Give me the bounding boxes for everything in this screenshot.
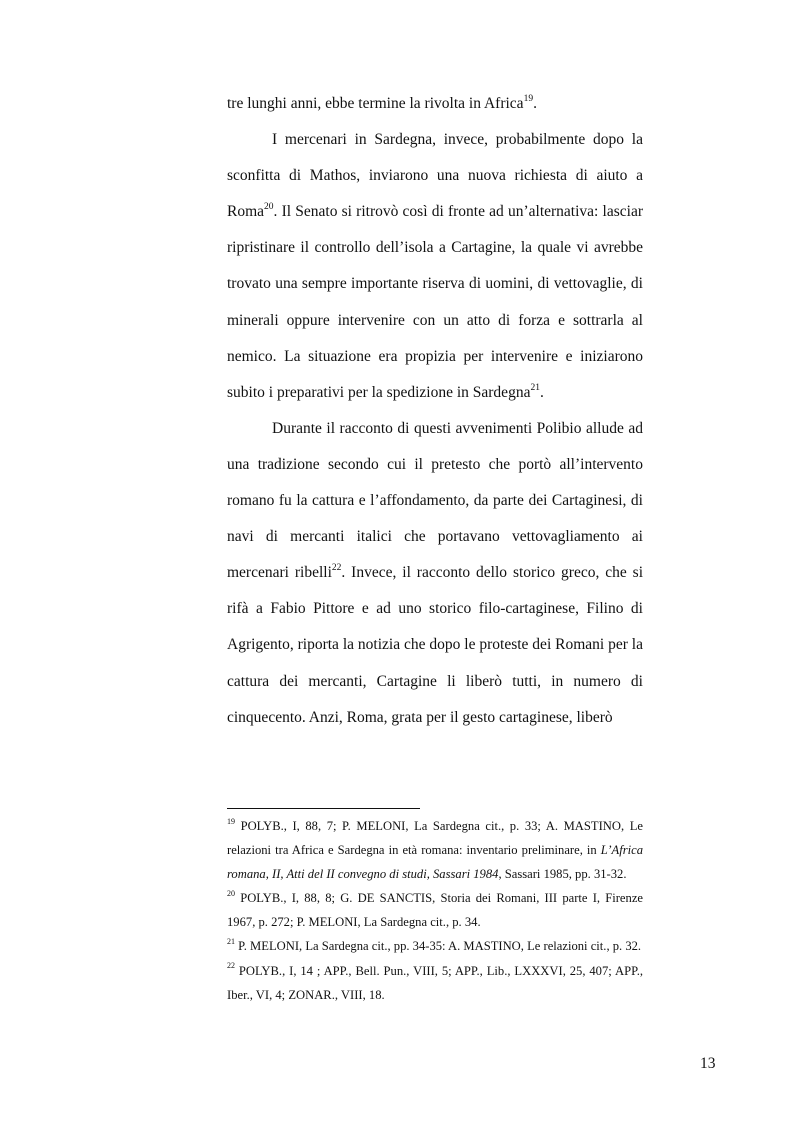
footnote-text: P. MELONI, La Sardegna cit., pp. 34-35: A. MASTINO, Le relazioni cit., p. 32. bbox=[235, 939, 642, 954]
footnote-separator bbox=[227, 808, 420, 809]
footnote-number: 21 bbox=[227, 937, 235, 947]
footnote bbox=[227, 814, 643, 886]
paragraph-text: . Il Senato si ritrovò così di fronte ad un’alternativa: lasciar ripristinare il controllo dell’isola a Cartagine, la quale vi avrebbe trovato una sempre importante riserva di uomini, di vettovaglie, di minerali oppure intervenire con un atto di forza e sottrarla al nemico. La situazione era propizia per intervenire e iniziarono subito i preparativi per la spedizione in Sardegna bbox=[227, 203, 643, 401]
paragraph-text: tre lunghi anni, ebbe termine la rivolta in Africa bbox=[227, 95, 524, 112]
body-paragraph bbox=[227, 86, 643, 122]
footnote bbox=[227, 934, 643, 958]
paragraph-text: . bbox=[533, 95, 537, 112]
footnote bbox=[227, 959, 643, 1007]
footnote-text: , Sassari 1985, pp. 31-32. bbox=[498, 867, 627, 882]
paragraph-text: . Invece, il racconto dello storico greco, che si rifà a Fabio Pittore e ad uno storico filo-cartaginese, Filino di Agrigento, riporta la notizia che dopo le proteste dei Romani per la cattura dei mercanti, Cartagine li liberò tutti, in numero di cinquecento. Anzi, Roma, grata per il gesto cartaginese, liberò bbox=[227, 564, 643, 726]
paragraph-text: . bbox=[539, 383, 544, 401]
footnote-italic-title: L’Africa romana, II, Atti del II convegno di studi, Sassari 1984 bbox=[227, 843, 643, 882]
footnote-ref[interactable]: 22 bbox=[331, 563, 342, 574]
footnote-text: POLYB., I, 14 ; APP., Bell. Pun., VIII, 5; APP., Lib., LXXXVI, 25, 407; APP., Iber., VI, 4; ZONAR., VIII, 18. bbox=[227, 963, 643, 1002]
footnote-number: 20 bbox=[227, 889, 235, 899]
footnote-number: 19 bbox=[227, 816, 235, 826]
footnote-ref[interactable]: 21 bbox=[530, 382, 540, 393]
footnote-ref[interactable]: 20 bbox=[264, 202, 274, 213]
page-number: 13 bbox=[700, 1055, 716, 1072]
paragraph-text: Durante il racconto di questi avvenimenti Polibio allude ad una tradizione secondo cui il pretesto che portò all’intervento romano fu la cattura e l’affondamento, da parte dei Cartaginesi, di navi di mercanti italici che portavano vettovagliamento ai mercenari ribelli bbox=[227, 419, 643, 582]
footnote-number: 22 bbox=[227, 961, 235, 971]
body-paragraph bbox=[227, 411, 643, 736]
footnote bbox=[227, 886, 643, 934]
footnotes bbox=[227, 814, 643, 1007]
footnote-ref[interactable]: 19 bbox=[523, 93, 534, 104]
footnote-text: POLYB., I, 88, 8; G. DE SANCTIS, Storia dei Romani, III parte I, Firenze 1967, p. 272; P. MELONI, La Sardegna cit., p. 34. bbox=[227, 891, 643, 930]
body-paragraph bbox=[227, 122, 643, 411]
footnote-text: POLYB., I, 88, 7; P. MELONI, La Sardegna cit., p. 33; A. MASTINO, Le relazioni tra Africa e Sardegna in età romana: inventario preliminare, in bbox=[227, 819, 643, 858]
paragraph-text: I mercenari in Sardegna, invece, probabilmente dopo la sconfitta di Mathos, inviarono una nuova richiesta di aiuto a Roma bbox=[227, 131, 643, 221]
body-text bbox=[227, 86, 643, 736]
